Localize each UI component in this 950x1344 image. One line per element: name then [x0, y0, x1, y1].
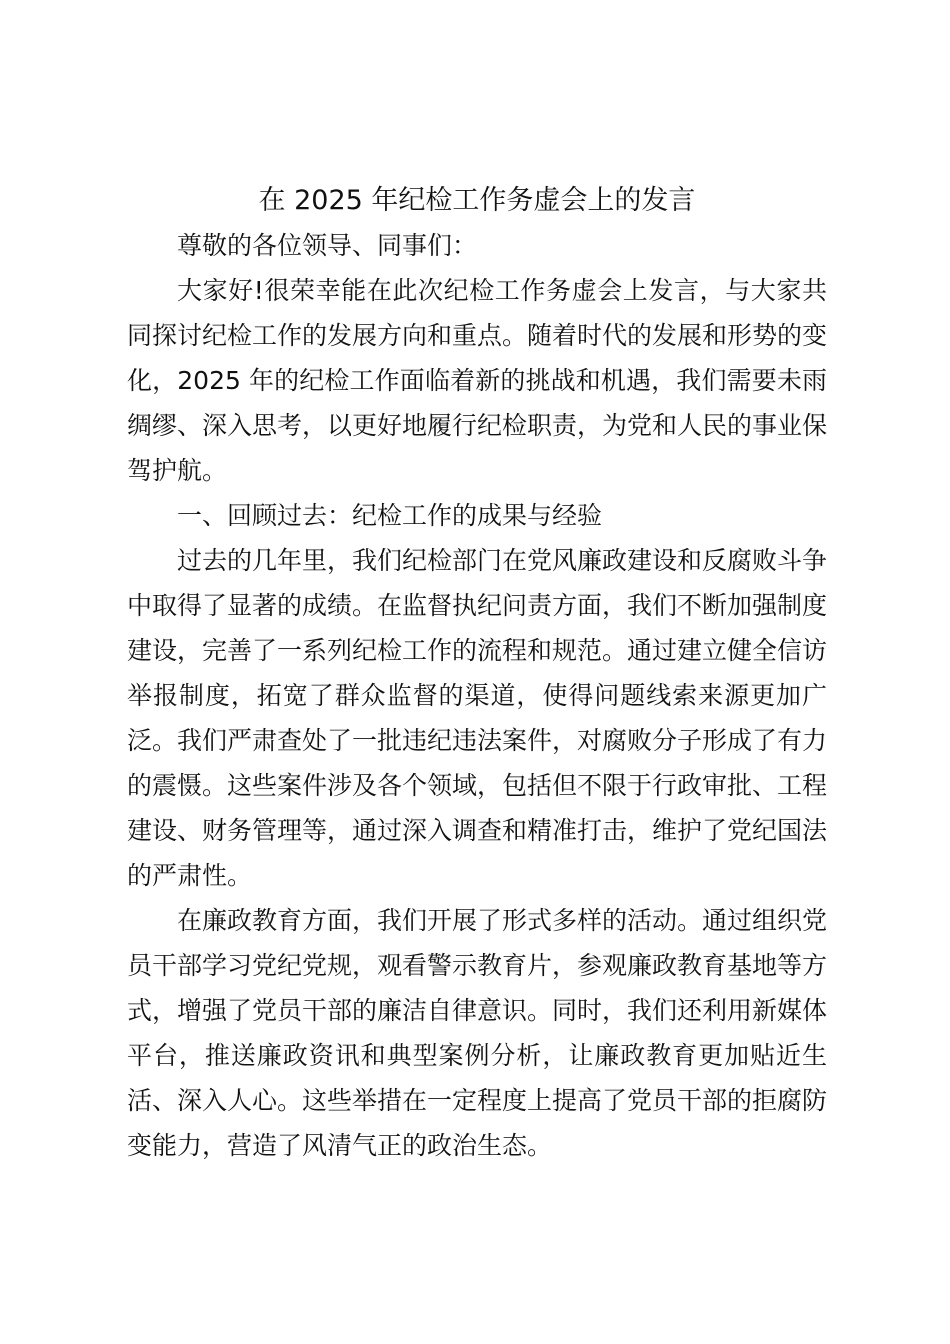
- body-paragraph: 在廉政教育方面，我们开展了形式多样的活动。通过组织党员干部学习党纪党规，观看警示教育片，参观廉政教育基地等方式，增强了党员干部的廉洁自律意识。同时，我们还利用新媒体平台，推送廉政资讯和典型案例分析，让廉政教育更加贴近生活、深入人心。这些举措在一定程度上提高了党员干部的拒腐防变能力，营造了风清气正的政治生态。: [127, 906, 828, 1160]
- intro-paragraph: 大家好!很荣幸能在此次纪检工作务虚会上发言，与大家共同探讨纪检工作的发展方向和重点。随着时代的发展和形势的变化，2025 年的纪检工作面临着新的挑战和机遇，我们需要未雨绸缪、深入思考，以更好地履行纪检职责，为党和人民的事业保驾护航。: [127, 276, 828, 485]
- section-heading: 一、回顾过去：纪检工作的成果与经验: [177, 501, 603, 530]
- salutation: 尊敬的各位领导、同事们：: [177, 231, 478, 260]
- document-title: 在 2025 年纪检工作务虚会上的发言: [258, 185, 696, 216]
- body-paragraph: 过去的几年里，我们纪检部门在党风廉政建设和反腐败斗争中取得了显著的成绩。在监督执纪问责方面，我们不断加强制度建设，完善了一系列纪检工作的流程和规范。通过建立健全信访举报制度，拓宽了群众监督的渠道，使得问题线索来源更加广泛。我们严肃查处了一批违纪违法案件，对腐败分子形成了有力的震慑。这些案件涉及各个领域，包括但不限于行政审批、工程建设、财务管理等，通过深入调查和精准打击，维护了党纪国法的严肃性。: [127, 546, 828, 890]
- document-body: [127, 178, 827, 1168]
